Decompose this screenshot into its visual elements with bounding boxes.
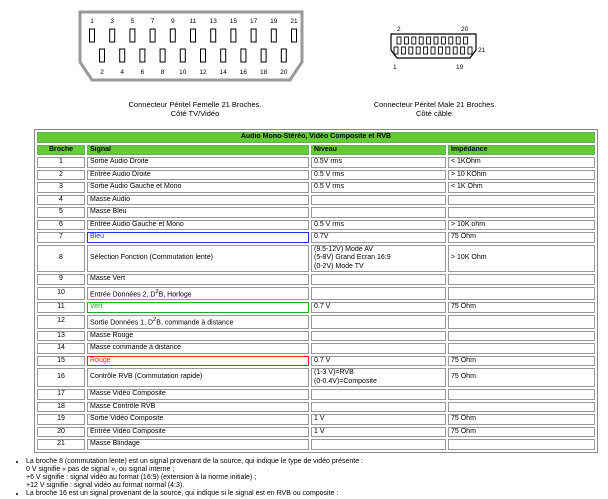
header-broche: Broche — [37, 145, 85, 156]
female-pin-label: 1 — [90, 18, 94, 25]
female-pin — [150, 29, 155, 42]
niveau-cell-multiline — [311, 245, 446, 273]
female-pin-label: 18 — [259, 69, 268, 76]
female-pin-label: 14 — [219, 69, 227, 76]
table-row — [37, 368, 595, 387]
broche-cell: 8 — [37, 245, 85, 273]
male-pin — [412, 37, 416, 44]
connector-diagrams — [0, 0, 608, 100]
female-pin — [281, 49, 286, 62]
broche-cell: 4 — [37, 195, 85, 206]
impedance-cell — [448, 195, 595, 206]
male-pin — [453, 47, 457, 54]
niveau-cell — [311, 331, 446, 342]
note-pin8-line-a: 0 V signifie « pas de signal », ou signal interne ; — [26, 466, 175, 473]
female-pin — [211, 29, 216, 42]
female-pin-label: 20 — [280, 69, 288, 76]
male-label-21: 21 — [478, 47, 486, 54]
broche-cell: 16 — [37, 368, 85, 387]
niveau-cell — [311, 389, 446, 400]
note-pin8 — [26, 458, 604, 490]
female-pin — [140, 49, 145, 62]
table-row — [37, 302, 595, 313]
niveau-line: (5-8V) Grand Ecran 16:9 — [314, 254, 391, 261]
broche-cell: 3 — [37, 182, 85, 193]
niveau-cell: 0.5 V rms — [311, 220, 446, 231]
table-row — [37, 315, 595, 329]
female-pin-label: 16 — [239, 69, 248, 76]
male-pin — [404, 37, 408, 44]
table-row — [37, 389, 595, 400]
table-row — [37, 232, 595, 243]
impedance-cell — [448, 315, 595, 329]
female-caption-line1: Connecteur Péritel Femelle 21 Broches. — [128, 100, 262, 109]
niveau-cell — [311, 287, 446, 301]
niveau-line: (1-3 V)=RVB — [314, 369, 354, 377]
female-pin-label: 3 — [110, 18, 115, 25]
male-pin — [456, 37, 460, 44]
male-bottom-pins — [394, 47, 472, 54]
table-row — [37, 245, 595, 273]
connectors-area — [0, 0, 608, 120]
female-connector-caption — [110, 100, 280, 118]
notes-section — [14, 458, 604, 498]
pinout-table — [34, 129, 598, 453]
female-pin — [100, 49, 105, 62]
impedance-cell — [448, 439, 595, 450]
broche-cell: 6 — [37, 220, 85, 231]
male-label-2: 2 — [397, 26, 401, 33]
female-pin — [271, 29, 276, 42]
female-pin-label: 21 — [290, 18, 298, 25]
niveau-cell: 0.7 V — [311, 302, 446, 313]
table-row — [37, 402, 595, 413]
signal-cell: Sélection Fonction (Commutation lente) — [87, 245, 309, 273]
female-pin — [170, 29, 175, 42]
signal-text: Entrée Données 2, D — [90, 290, 156, 298]
impedance-cell: 75 Ohm — [448, 232, 595, 243]
signal-cell: Masse Blindage — [87, 439, 309, 450]
broche-cell: 10 — [37, 287, 85, 301]
female-pin-label: 11 — [189, 18, 197, 25]
table-row — [37, 414, 595, 425]
broche-cell: 21 — [37, 439, 85, 450]
niveau-line: (9.5-12V) Mode AV — [314, 245, 374, 253]
header-signal: Signal — [87, 145, 309, 156]
signal-cell: Entrée Audio Gauche et Mono — [87, 220, 309, 231]
female-pin-label: 6 — [140, 69, 145, 76]
impedance-cell: < 1KOhm — [448, 157, 595, 168]
niveau-cell — [311, 195, 446, 206]
female-pin — [110, 29, 115, 42]
impedance-cell: 75 Ohm — [448, 414, 595, 425]
signal-cell: Masse Audio — [87, 195, 309, 206]
impedance-cell: 75 Ohm — [448, 427, 595, 438]
male-caption-line2: Côté câble. — [416, 109, 454, 118]
broche-cell: 7 — [37, 232, 85, 243]
impedance-cell: 75 Ohm — [448, 356, 595, 367]
signal-cell: Entrée Audio Droite — [87, 170, 309, 181]
impedance-cell: < 1K Ohm — [448, 182, 595, 193]
male-pin — [438, 47, 442, 54]
signal-cell: Contrôle RVB (Commutation rapide) — [87, 368, 309, 387]
female-pin — [261, 49, 266, 62]
male-pin — [441, 37, 445, 44]
male-label-20: 20 — [461, 26, 469, 33]
broche-cell: 18 — [37, 402, 85, 413]
female-pin — [180, 49, 185, 62]
female-pin — [231, 29, 236, 42]
impedance-cell — [448, 287, 595, 301]
niveau-cell — [311, 439, 446, 450]
header-impedance: Impédance — [448, 145, 595, 156]
female-pin — [292, 29, 297, 42]
table-row — [37, 207, 595, 218]
broche-cell: 12 — [37, 315, 85, 329]
signal-superscript: 2 — [155, 288, 159, 295]
signal-text: Sortie Données 1, D — [90, 319, 154, 327]
impedance-cell — [448, 331, 595, 342]
male-label-1: 1 — [393, 64, 397, 71]
female-pin — [90, 29, 95, 42]
note-pin16: • La broche 16 est un signal provenant de la source, qui indique si le signal est en RVB ou composite : — [26, 490, 604, 498]
female-pin-label: 19 — [270, 18, 278, 25]
signal-text: B, commande à distance — [156, 319, 234, 327]
table-row — [37, 356, 595, 367]
broche-cell: 11 — [37, 302, 85, 313]
niveau-cell — [311, 343, 446, 354]
signal-text: B, Horloge — [158, 290, 192, 298]
signal-cell: Masse commande à distance — [87, 343, 309, 354]
female-pin-label: 8 — [160, 69, 165, 76]
broche-cell: 5 — [37, 207, 85, 218]
signal-cell: Masse Vidéo Composite — [87, 389, 309, 400]
male-pin — [434, 37, 438, 44]
header-niveau: Niveau — [311, 145, 446, 156]
broche-cell: 13 — [37, 331, 85, 342]
impedance-cell — [448, 274, 595, 285]
signal-cell: Masse Rouge — [87, 331, 309, 342]
broche-cell: 17 — [37, 389, 85, 400]
signal-cell-blue: Bleu — [87, 232, 309, 243]
impedance-cell: 75 Ohm — [448, 368, 595, 387]
male-pin — [427, 37, 431, 44]
table-row — [37, 427, 595, 438]
signal-cell: Sortie Audio Droite — [87, 157, 309, 168]
niveau-cell: 0.7V — [311, 232, 446, 243]
broche-cell: 1 — [37, 157, 85, 168]
impedance-cell — [448, 343, 595, 354]
female-caption-line2: Côté TV/Vidéo — [170, 109, 220, 118]
niveau-cell: 0.5V rms — [311, 157, 446, 168]
signal-cell: Masse Bleu — [87, 207, 309, 218]
female-pin-label: 13 — [209, 18, 217, 25]
female-pin — [201, 49, 206, 62]
table-title: Audio Mono-Stéréo, Vidéo Composite et RVB — [37, 132, 595, 143]
broche-cell: 14 — [37, 343, 85, 354]
female-pin-label: 7 — [150, 18, 155, 25]
impedance-cell: > 10K ohm — [448, 220, 595, 231]
female-pin-label: 9 — [170, 18, 175, 25]
male-connector-caption — [360, 100, 510, 118]
niveau-line: (0-0.4V)=Composite — [314, 377, 377, 385]
signal-cell: Sortie Audio Gauche et Mono — [87, 182, 309, 193]
male-pin — [416, 47, 420, 54]
broche-cell: 15 — [37, 356, 85, 367]
table-row — [37, 182, 595, 193]
signal-cell-red: Rouge — [87, 356, 309, 367]
niveau-cell: 0.5 V rms — [311, 170, 446, 181]
female-pin — [221, 49, 226, 62]
male-pin — [431, 47, 435, 54]
note-pin8-line-b: +6 V signifie : signal vidéo au format (16:9) (extension à la norme initiale) ; — [26, 474, 257, 481]
signal-cell: Masse Contrôle RVB — [87, 402, 309, 413]
niveau-cell — [311, 315, 446, 329]
male-pin — [401, 47, 405, 54]
table-row — [37, 274, 595, 285]
male-label-19: 19 — [456, 64, 464, 71]
male-pin — [397, 37, 401, 44]
female-pin-label: 15 — [229, 18, 238, 25]
impedance-cell — [448, 402, 595, 413]
male-pin — [409, 47, 413, 54]
table-row — [37, 331, 595, 342]
note-pin8-main: • La broche 8 (commutation lente) est un signal provenant de la source, qui indique le type de vidéo présente : — [26, 458, 363, 465]
broche-cell: 20 — [37, 427, 85, 438]
signal-cell — [87, 287, 309, 301]
niveau-cell: 1 V — [311, 414, 446, 425]
male-pin — [446, 47, 450, 54]
niveau-cell: 0.7 V — [311, 356, 446, 367]
impedance-cell: 75 Ohm — [448, 302, 595, 313]
table-row — [37, 195, 595, 206]
signal-cell: Sortie Vidéo Composite — [87, 414, 309, 425]
female-pin-label: 17 — [249, 18, 258, 25]
female-pin — [191, 29, 196, 42]
signal-cell-green: Vert — [87, 302, 309, 313]
broche-cell: 9 — [37, 274, 85, 285]
broche-cell: 19 — [37, 414, 85, 425]
female-pin — [160, 49, 165, 62]
male-pin — [468, 47, 472, 54]
impedance-cell: > 10K Ohm — [448, 245, 595, 273]
impedance-cell — [448, 207, 595, 218]
note-pin8-line-c: +12 V signifie : signal vidéo au format normal (4:3). — [26, 482, 185, 489]
niveau-line: (0-2V) Mode TV — [314, 262, 364, 270]
signal-superscript: 2 — [153, 316, 157, 323]
signal-cell: Masse Vert — [87, 274, 309, 285]
impedance-cell: > 10 KOhm — [448, 170, 595, 181]
male-pin — [419, 37, 423, 44]
female-pin-label: 2 — [100, 69, 104, 76]
male-pin — [394, 47, 398, 54]
table-row — [37, 170, 595, 181]
niveau-cell — [311, 207, 446, 218]
male-caption-line1: Connecteur Péritel Male 21 Broches. — [373, 100, 497, 109]
table-row — [37, 287, 595, 301]
male-pin — [461, 47, 465, 54]
niveau-cell — [311, 402, 446, 413]
male-pin — [464, 37, 468, 44]
niveau-cell: 1 V — [311, 427, 446, 438]
female-pin-label: 12 — [199, 69, 207, 76]
niveau-cell-multiline — [311, 368, 446, 387]
female-pin — [241, 49, 246, 62]
table-row — [37, 439, 595, 450]
niveau-cell — [311, 274, 446, 285]
signal-cell: Entrée Vidéo Composite — [87, 427, 309, 438]
impedance-cell — [448, 389, 595, 400]
female-pin-label: 10 — [179, 69, 187, 76]
female-pin — [130, 29, 135, 42]
signal-cell — [87, 315, 309, 329]
niveau-cell: 0.5 V rms — [311, 182, 446, 193]
female-pin — [120, 49, 125, 62]
female-pin-label: 5 — [130, 18, 135, 25]
table-row — [37, 157, 595, 168]
table-row — [37, 220, 595, 231]
table-row — [37, 343, 595, 354]
female-pin-label: 4 — [120, 69, 125, 76]
broche-cell: 2 — [37, 170, 85, 181]
female-pin — [251, 29, 256, 42]
male-pin — [449, 37, 453, 44]
male-pin — [424, 47, 428, 54]
